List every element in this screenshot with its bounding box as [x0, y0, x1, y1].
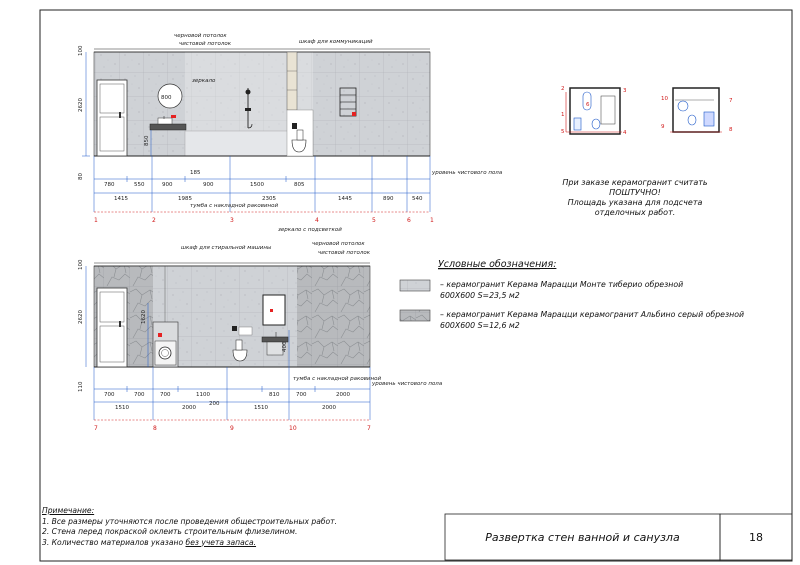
legend-swatch-marble [400, 310, 430, 321]
w1-dim: 780 [104, 182, 115, 188]
legend-item-text: – керамогранит Керама Марацци керамогранит Альбино серый обрезной [440, 310, 745, 319]
plan-mark: 9 [661, 124, 665, 130]
w2-dim: 700 [160, 392, 171, 398]
legend-item-light [440, 279, 683, 301]
order-note-line: ПОШТУЧНО! [609, 188, 661, 197]
w1-height: 2620 [78, 98, 84, 112]
legend-item-size: 600X600 S=12,6 м2 [440, 321, 520, 330]
w2-axis: 8 [153, 425, 157, 432]
w1-vanity: тумба с накладной раковиной [190, 203, 279, 209]
order-note-line: При заказе керамогранит считать [562, 178, 708, 187]
w1-axis: 1 [94, 217, 98, 224]
w1-axis: 6 [407, 217, 411, 224]
elevation-2 [86, 263, 370, 420]
w1-axis: 2 [152, 217, 156, 224]
w2-dim: 810 [269, 392, 280, 398]
w2-dim: 700 [296, 392, 307, 398]
note-line: 1. Все размеры уточняются после проведения общестроительных работ. [42, 516, 338, 526]
w2-clean-ceiling: чистовой потолок [318, 250, 371, 256]
plan-bathroom [566, 88, 622, 134]
notes-heading: Примечание: [42, 506, 95, 515]
w1-top: 100 [78, 45, 84, 56]
legend-item-size: 600X600 S=23,5 м2 [440, 291, 520, 300]
w1-dim: 550 [134, 182, 145, 188]
plan-mark: 4 [623, 130, 627, 136]
legend-title: Условные обозначения: [438, 259, 557, 270]
plan-toilet [670, 88, 722, 132]
notes-block [42, 506, 337, 548]
w1-floor-off: 80 [78, 173, 84, 180]
plan-mark: 10 [661, 96, 668, 102]
legend-item-marble [440, 309, 744, 331]
order-note-line: Площадь указана для подсчета [567, 198, 703, 207]
w2-axis: 10 [289, 425, 297, 432]
w2-axis: 7 [367, 425, 371, 432]
plan-mark: 2 [561, 86, 565, 92]
plan-mark: 3 [623, 88, 627, 94]
w2-dim: 2000 [322, 405, 336, 411]
w1-h850: 850 [144, 135, 150, 146]
w2-height: 2620 [78, 310, 84, 324]
comm-cabinet [287, 52, 297, 110]
w1-axis: 3 [230, 217, 234, 224]
w2-dim: 1510 [254, 405, 268, 411]
w1-rough-ceiling: черновой потолок [174, 33, 227, 39]
w1-dim: 540 [412, 196, 423, 202]
w1-axis: 4 [315, 217, 319, 224]
w1-clean-ceiling: чистовой потолок [179, 41, 232, 47]
w2-dim: 700 [104, 392, 115, 398]
w1-dim: 1985 [178, 196, 192, 202]
w2-rough-ceiling: черновой потолок [312, 241, 365, 247]
w2-dim: 1510 [115, 405, 129, 411]
w2-floor-off: 110 [78, 381, 84, 392]
w1-dim: 1445 [338, 196, 352, 202]
w2-top: 100 [78, 259, 84, 270]
legend-item-text: – керамогранит Керама Марацци Монте тиберио обрезной [440, 280, 684, 289]
legend-swatch-light [400, 280, 430, 291]
w2-floor: уровень чистового пола [372, 381, 443, 387]
plan-mark: 7 [729, 98, 733, 104]
order-note [520, 178, 750, 218]
w1-mirror: зеркало [192, 78, 216, 84]
plan-mark: 6 [586, 102, 590, 108]
w2-dim-200: 200 [209, 401, 220, 407]
w2-mirror-light: зеркало с подсветкой [278, 227, 342, 233]
w2-dim: 700 [134, 392, 145, 398]
w2-dim: 1100 [196, 392, 210, 398]
w1-axis: 1 [430, 217, 434, 224]
w1-comm-cabinet: шкаф для коммуникаций [299, 39, 373, 45]
sheet-title: Развертка стен ванной и санузла [485, 530, 680, 544]
w2-axis: 9 [230, 425, 234, 432]
w1-mirror-size: 800 [161, 95, 172, 101]
w1-axis: 5 [372, 217, 376, 224]
w2-dim: 2000 [336, 392, 350, 398]
plan-mark: 8 [729, 127, 733, 133]
w1-dim: 1415 [114, 196, 128, 202]
w1-dim: 1500 [250, 182, 264, 188]
w2-vanity: тумба с накладной раковиной [293, 376, 382, 382]
door-1 [97, 80, 127, 156]
w2-washer-cab: шкаф для стиральной машины [181, 245, 272, 251]
order-note-line: отделочных работ. [594, 208, 676, 217]
w1-dim-185: 185 [190, 170, 201, 176]
w2-dim: 2000 [182, 405, 196, 411]
w1-dim: 900 [162, 182, 173, 188]
w1-floor: уровень чистового пола [432, 170, 503, 176]
note-line: 2. Стена перед покраской оклеить строительным флизелином. [42, 527, 298, 536]
note-line-underlined: без учета запаса. [185, 537, 257, 547]
sheet-number: 18 [749, 530, 763, 544]
w1-dim: 890 [383, 196, 394, 202]
w2-axis: 7 [94, 425, 98, 432]
w1-dim: 2305 [262, 196, 276, 202]
note-line-text: 3. Количество материалов указано [42, 537, 186, 547]
w2-h1620: 1620 [141, 310, 147, 324]
plan-mark: 5 [561, 129, 565, 135]
w2-h400: 400 [282, 341, 288, 352]
plan-mark: 1 [561, 112, 565, 118]
door-2 [97, 288, 127, 367]
w1-dim: 805 [294, 182, 305, 188]
note-line [42, 538, 337, 549]
w1-dim: 900 [203, 182, 214, 188]
